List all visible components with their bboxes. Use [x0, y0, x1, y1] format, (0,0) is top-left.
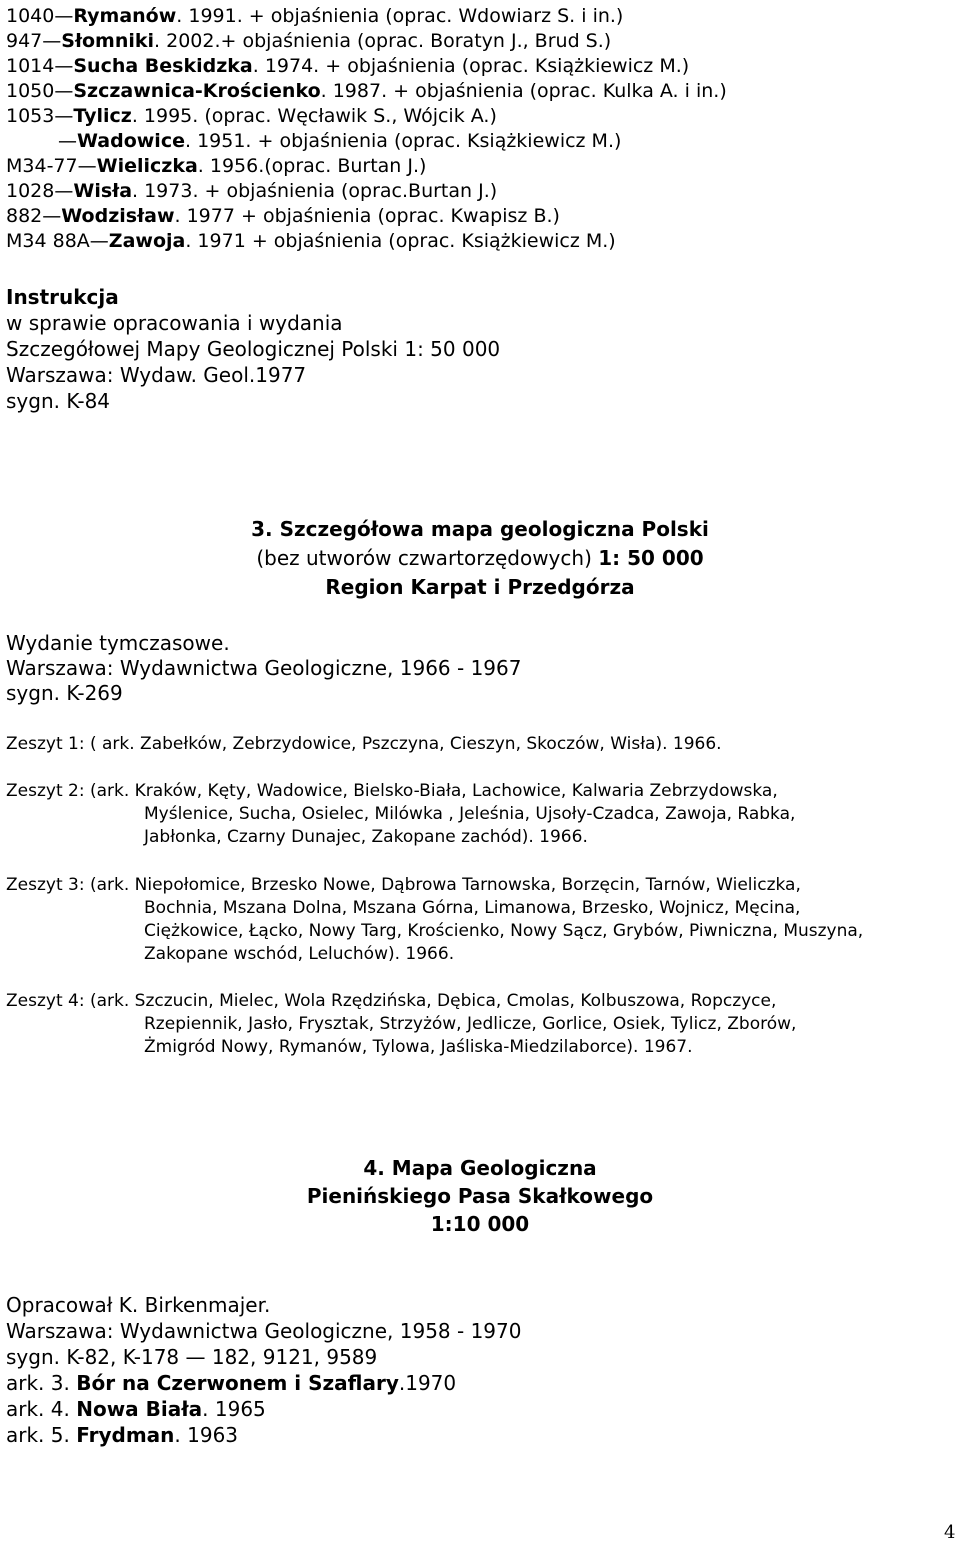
publisher-text: Warszawa: Wydawnictwa Geologiczne, 1958 - 1970 — [6, 1319, 522, 1343]
list-item: —Wadowice. 1951. + objaśnienia (oprac. Książkiewicz M.) — [58, 130, 622, 152]
instrukcja-line: Szczegółowej Mapy Geologicznej Polski 1: 50 000 — [6, 337, 501, 361]
sygn-text: sygn. K-82, K-178 — 182, 9121, 9589 — [6, 1345, 378, 1369]
publisher-text: Warszawa: Wydawnictwa Geologiczne, 1966 - 1967 — [6, 656, 522, 680]
sheet-item: ark. 5. Frydman. 1963 — [6, 1423, 239, 1447]
sheet-item: ark. 4. Nowa Biała. 1965 — [6, 1397, 266, 1421]
section-subtitle — [0, 544, 960, 572]
page-number: 4 — [944, 1522, 956, 1543]
sygn-text: sygn. K-269 — [6, 681, 123, 705]
instrukcja-line: Warszawa: Wydaw. Geol.1977 — [6, 363, 307, 387]
sheet-item: ark. 3. Bór na Czerwonem i Szaflary.1970 — [6, 1371, 457, 1395]
list-item: 1050—Szczawnica-Krościenko. 1987. + objaśnienia (oprac. Kulka A. i in.) — [6, 80, 727, 102]
edition-text: Wydanie tymczasowe. — [6, 631, 230, 655]
section-title: 3. Szczegółowa mapa geologiczna Polski — [251, 517, 709, 541]
zeszyt-line: Jabłonka, Czarny Dunajec, Zakopane zachód). 1966. — [144, 827, 588, 847]
zeszyt-1: Zeszyt 1: ( ark. Zabełków, Zebrzydowice, Pszczyna, Cieszyn, Skoczów, Wisła). 1966. — [6, 734, 722, 754]
scale-text: 1:10 000 — [430, 1212, 530, 1236]
instrukcja-title: Instrukcja — [6, 285, 119, 309]
subtitle-text: (bez utworów czwartorzędowych) — [256, 546, 599, 570]
list-item: M34-77—Wieliczka. 1956.(oprac. Burtan J.) — [6, 155, 427, 177]
instrukcja-line: w sprawie opracowania i wydania — [6, 311, 343, 335]
zeszyt-line: Zakopane wschód, Leluchów). 1966. — [144, 944, 455, 964]
zeszyt-line: Bochnia, Mszana Dolna, Mszana Górna, Limanowa, Brzesko, Wojnicz, Męcina, — [144, 898, 801, 918]
list-item: 882—Wodzisław. 1977 + objaśnienia (oprac. Kwapisz B.) — [6, 205, 560, 227]
section-title: 4. Mapa Geologiczna — [363, 1156, 597, 1180]
zeszyt-line: Żmigród Nowy, Rymanów, Tylowa, Jaśliska-Miedzilaborce). 1967. — [144, 1037, 693, 1057]
list-item: M34 88A—Zawoja. 1971 + objaśnienia (oprac. Książkiewicz M.) — [6, 230, 616, 252]
zeszyt-line: Rzepiennik, Jasło, Frysztak, Strzyżów, Jedlicze, Gorlice, Osiek, Tylicz, Zborów, — [144, 1014, 797, 1034]
list-item: 947—Słomniki. 2002.+ objaśnienia (oprac. Boratyn J., Brud S.) — [6, 30, 612, 52]
zeszyt-line: Ciężkowice, Łącko, Nowy Targ, Krościenko, Nowy Sącz, Grybów, Piwniczna, Muszyna, — [144, 921, 864, 941]
zeszyt-2: Zeszyt 2: (ark. Kraków, Kęty, Wadowice, Bielsko-Biała, Lachowice, Kalwaria Zebrzydowska, — [6, 781, 778, 801]
instrukcja-line: sygn. K-84 — [6, 389, 111, 413]
zeszyt-4: Zeszyt 4: (ark. Szczucin, Mielec, Wola Rzędzińska, Dębica, Cmolas, Kolbuszowa, Ropczyce, — [6, 991, 777, 1011]
scale-text: 1: 50 000 — [598, 546, 704, 570]
author-text: Opracował K. Birkenmajer. — [6, 1293, 271, 1317]
zeszyt-3: Zeszyt 3: (ark. Niepołomice, Brzesko Nowe, Dąbrowa Tarnowska, Borzęcin, Tarnów, Wieliczka, — [6, 875, 801, 895]
list-item: 1028—Wisła. 1973. + objaśnienia (oprac.Burtan J.) — [6, 180, 498, 202]
zeszyt-line: Myślenice, Sucha, Osielec, Milówka , Jeleśnia, Ujsoły-Czadca, Zawoja, Rabka, — [144, 804, 796, 824]
list-item: 1014—Sucha Beskidzka. 1974. + objaśnienia (oprac. Książkiewicz M.) — [6, 55, 690, 77]
section-title-line: Pienińskiego Pasa Skałkowego — [306, 1184, 654, 1208]
list-item: 1053—Tylicz. 1995. (oprac. Węcławik S., Wójcik A.) — [6, 105, 497, 127]
list-item: 1040—Rymanów. 1991. + objaśnienia (oprac. Wdowiarz S. i in.) — [6, 5, 624, 27]
region-title: Region Karpat i Przedgórza — [325, 575, 635, 599]
